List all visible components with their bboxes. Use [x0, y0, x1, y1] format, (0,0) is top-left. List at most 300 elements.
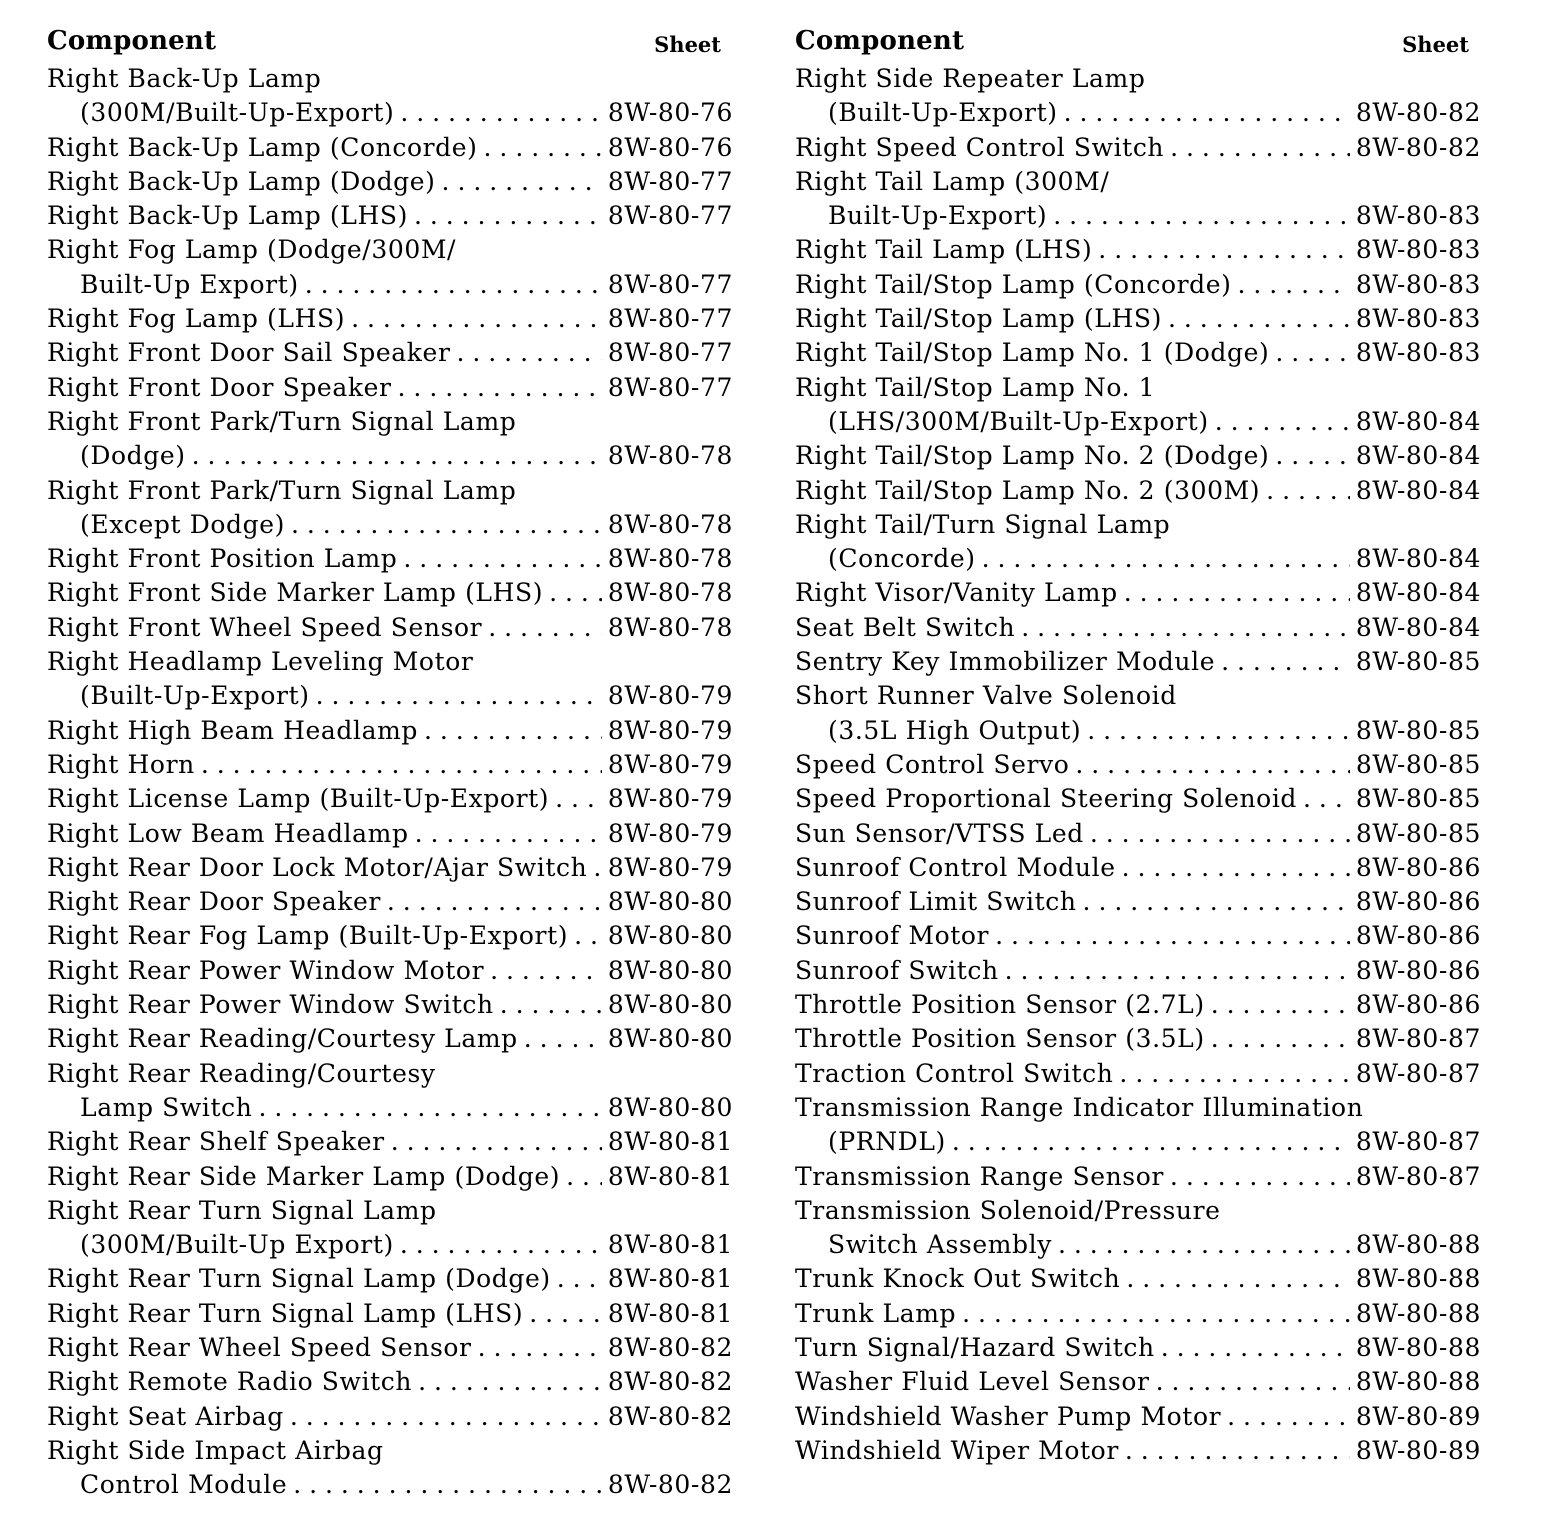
index-entry — [795, 748, 1481, 782]
index-entry — [795, 474, 1481, 508]
component-name: Control Module — [80, 1470, 288, 1500]
index-entry — [795, 1228, 1481, 1262]
dot-leader — [555, 782, 602, 816]
dot-leader — [566, 1160, 602, 1194]
component-heading: Component — [795, 26, 965, 56]
index-entry — [47, 679, 733, 713]
sheet-heading: Sheet — [1402, 32, 1469, 57]
index-entry — [795, 302, 1481, 336]
dot-leader — [1058, 1228, 1350, 1262]
sheet-number: 8W-80-86 — [1355, 955, 1481, 985]
dot-leader — [403, 542, 601, 576]
sheet-number: 8W-80-80 — [607, 990, 733, 1020]
sheet-number: 8W-80-78 — [607, 441, 733, 471]
dot-leader — [1211, 988, 1350, 1022]
component-name: Right Side Impact Airbag — [47, 1435, 384, 1465]
index-entry — [795, 782, 1481, 816]
component-name: Throttle Position Sensor (3.5L) — [795, 1024, 1205, 1054]
index-entry — [47, 1125, 733, 1159]
component-name: Built-Up Export) — [80, 269, 299, 299]
dot-leader — [1053, 199, 1350, 233]
dot-leader — [424, 714, 602, 748]
index-entry — [47, 1365, 733, 1399]
index-entry — [795, 1331, 1481, 1365]
sheet-number: 8W-80-80 — [607, 887, 733, 917]
dot-leader — [1075, 748, 1350, 782]
dot-leader — [1119, 1057, 1349, 1091]
dot-leader — [1005, 954, 1350, 988]
dot-leader — [290, 1400, 602, 1434]
sheet-number: 8W-80-88 — [1355, 1230, 1481, 1260]
component-name: (Dodge) — [80, 441, 186, 471]
component-name: Right Rear Turn Signal Lamp (LHS) — [47, 1298, 524, 1328]
dot-leader — [1124, 576, 1350, 610]
dot-leader — [982, 542, 1350, 576]
component-list — [795, 62, 1481, 1468]
index-entry — [47, 233, 733, 267]
component-name: Right Front Door Sail Speaker — [47, 338, 451, 368]
sheet-number: 8W-80-83 — [1355, 201, 1481, 231]
index-entry — [47, 96, 733, 130]
sheet-number: 8W-80-78 — [607, 509, 733, 539]
component-name: Right Tail Lamp (LHS) — [795, 235, 1093, 265]
index-entry — [47, 1434, 733, 1468]
component-name: Right Rear Side Marker Lamp (Dodge) — [47, 1161, 561, 1191]
component-name: Sentry Key Immobilizer Module — [795, 647, 1216, 677]
index-entry — [47, 714, 733, 748]
sheet-number: 8W-80-79 — [607, 749, 733, 779]
component-name: Trunk Lamp — [795, 1298, 957, 1328]
sheet-number: 8W-80-82 — [1355, 132, 1481, 162]
sheet-number: 8W-80-83 — [1355, 304, 1481, 334]
index-entry — [47, 645, 733, 679]
dot-leader — [488, 611, 602, 645]
dot-leader — [442, 165, 602, 199]
index-entry — [795, 1297, 1481, 1331]
sheet-number: 8W-80-77 — [607, 338, 733, 368]
sheet-number: 8W-80-87 — [1355, 1161, 1481, 1191]
component-name: Right Rear Reading/Courtesy Lamp — [47, 1024, 518, 1054]
index-entry — [795, 1057, 1481, 1091]
index-entry — [47, 371, 733, 405]
component-name: Transmission Range Indicator Illumination — [795, 1092, 1364, 1122]
index-entry — [47, 542, 733, 576]
dot-leader — [1064, 96, 1350, 130]
sheet-number: 8W-80-82 — [607, 1470, 733, 1500]
component-name: Right Rear Power Window Switch — [47, 990, 494, 1020]
sheet-number: 8W-80-82 — [607, 1401, 733, 1431]
component-name: Right Tail/Stop Lamp (Concorde) — [795, 269, 1232, 299]
index-entry — [795, 954, 1481, 988]
component-name: Windshield Washer Pump Motor — [795, 1401, 1222, 1431]
index-entry — [795, 1365, 1481, 1399]
index-entry — [47, 508, 733, 542]
index-entry — [795, 1160, 1481, 1194]
sheet-number: 8W-80-81 — [607, 1127, 733, 1157]
index-entry — [795, 1400, 1481, 1434]
sheet-number: 8W-80-78 — [607, 544, 733, 574]
dot-leader — [400, 1228, 602, 1262]
dot-leader — [1215, 405, 1350, 439]
index-entry — [795, 817, 1481, 851]
sheet-number: 8W-80-78 — [607, 578, 733, 608]
index-entry — [47, 576, 733, 610]
column-header — [47, 26, 733, 62]
dot-leader — [1168, 302, 1350, 336]
component-name: Transmission Range Sensor — [795, 1161, 1164, 1191]
component-name: (Concorde) — [828, 544, 976, 574]
index-entry — [795, 714, 1481, 748]
sheet-number: 8W-80-86 — [1355, 921, 1481, 951]
index-entry — [47, 474, 733, 508]
component-name: Right Rear Door Lock Motor/Ajar Switch — [47, 852, 588, 882]
sheet-number: 8W-80-80 — [607, 955, 733, 985]
dot-leader — [192, 439, 602, 473]
index-column-left — [47, 26, 733, 1502]
sheet-number: 8W-80-77 — [607, 372, 733, 402]
index-entry — [795, 576, 1481, 610]
index-entry — [47, 885, 733, 919]
sheet-number: 8W-80-86 — [1355, 887, 1481, 917]
component-name: Right License Lamp (Built-Up-Export) — [47, 784, 550, 814]
component-name: Right Tail/Stop Lamp No. 2 (300M) — [795, 475, 1261, 505]
index-entry — [47, 336, 733, 370]
component-name: Right Back-Up Lamp (Dodge) — [47, 166, 436, 196]
index-entry — [47, 851, 733, 885]
dot-leader — [524, 1022, 602, 1056]
component-name: (PRNDL) — [828, 1127, 946, 1157]
index-entry — [795, 919, 1481, 953]
sheet-number: 8W-80-79 — [607, 818, 733, 848]
dot-leader — [1126, 1262, 1350, 1296]
index-entry — [795, 645, 1481, 679]
sheet-number: 8W-80-77 — [607, 201, 733, 231]
sheet-number: 8W-80-82 — [607, 1367, 733, 1397]
index-entry — [47, 268, 733, 302]
component-name: Right Rear Fog Lamp (Built-Up-Export) — [47, 921, 569, 951]
index-entry — [47, 131, 733, 165]
dot-leader — [1221, 645, 1350, 679]
component-name: (Built-Up-Export) — [80, 681, 310, 711]
sheet-number: 8W-80-83 — [1355, 338, 1481, 368]
dot-leader — [457, 336, 602, 370]
dot-leader — [549, 576, 602, 610]
index-entry — [47, 165, 733, 199]
dot-leader — [1170, 1160, 1350, 1194]
dot-leader — [305, 268, 602, 302]
index-entry — [47, 1160, 733, 1194]
component-name: (3.5L High Output) — [828, 715, 1082, 745]
dot-leader — [291, 508, 602, 542]
index-column-right — [795, 26, 1481, 1468]
component-name: Throttle Position Sensor (2.7L) — [795, 990, 1205, 1020]
dot-leader — [557, 1262, 602, 1296]
component-name: Sunroof Motor — [795, 921, 990, 951]
index-entry — [47, 988, 733, 1022]
sheet-number: 8W-80-84 — [1355, 475, 1481, 505]
sheet-number: 8W-80-82 — [607, 1332, 733, 1362]
dot-leader — [1125, 1434, 1350, 1468]
index-entry — [47, 1228, 733, 1262]
component-name: (Except Dodge) — [80, 509, 285, 539]
index-entry — [795, 336, 1481, 370]
dot-leader — [387, 885, 602, 919]
dot-leader — [201, 748, 602, 782]
sheet-number: 8W-80-81 — [607, 1298, 733, 1328]
dot-leader — [1238, 268, 1350, 302]
sheet-number: 8W-80-85 — [1355, 715, 1481, 745]
index-entry — [795, 1091, 1481, 1125]
component-name: Turn Signal/Hazard Switch — [795, 1332, 1155, 1362]
component-name: Right Rear Door Speaker — [47, 887, 381, 917]
dot-leader — [1122, 851, 1350, 885]
sheet-number: 8W-80-76 — [607, 98, 733, 128]
sheet-number: 8W-80-85 — [1355, 784, 1481, 814]
index-entry — [47, 1194, 733, 1228]
index-entry — [47, 1022, 733, 1056]
index-entry — [47, 1297, 733, 1331]
index-entry — [47, 748, 733, 782]
dot-leader — [995, 919, 1350, 953]
index-entry — [47, 1262, 733, 1296]
index-entry — [47, 817, 733, 851]
dot-leader — [351, 302, 602, 336]
sheet-number: 8W-80-89 — [1355, 1401, 1481, 1431]
dot-leader — [293, 1468, 602, 1502]
dot-leader — [400, 96, 602, 130]
component-name: Right Front Wheel Speed Sensor — [47, 612, 483, 642]
component-name: Right Fog Lamp (LHS) — [47, 304, 346, 334]
index-entry — [47, 62, 733, 96]
component-name: Right Side Repeater Lamp — [795, 64, 1146, 93]
column-header — [795, 26, 1481, 62]
index-entry — [795, 1022, 1481, 1056]
index-entry — [795, 508, 1481, 542]
dot-leader — [316, 679, 602, 713]
dot-leader — [1227, 1400, 1350, 1434]
index-entry — [795, 268, 1481, 302]
index-entry — [47, 1400, 733, 1434]
sheet-number: 8W-80-79 — [607, 715, 733, 745]
index-entry — [795, 542, 1481, 576]
component-name: Right Tail/Stop Lamp (LHS) — [795, 304, 1162, 334]
index-entry — [795, 851, 1481, 885]
sheet-number: 8W-80-80 — [607, 1024, 733, 1054]
component-name: Right Remote Radio Switch — [47, 1367, 413, 1397]
index-entry — [47, 954, 733, 988]
dot-leader — [478, 1331, 602, 1365]
component-name: Right Tail/Stop Lamp No. 2 (Dodge) — [795, 441, 1270, 471]
index-entry — [47, 439, 733, 473]
dot-leader — [1266, 474, 1350, 508]
index-entry — [47, 1468, 733, 1502]
component-name: Right Seat Airbag — [47, 1401, 284, 1431]
dot-leader — [1275, 336, 1350, 370]
sheet-number: 8W-80-88 — [1355, 1367, 1481, 1397]
index-entry — [795, 233, 1481, 267]
component-name: Sunroof Limit Switch — [795, 887, 1077, 917]
sheet-number: 8W-80-84 — [1355, 406, 1481, 436]
index-entry — [795, 611, 1481, 645]
index-entry — [47, 199, 733, 233]
component-name: Right Rear Power Window Motor — [47, 955, 485, 985]
dot-leader — [1211, 1022, 1350, 1056]
sheet-number: 8W-80-81 — [607, 1264, 733, 1294]
component-name: Built-Up-Export) — [828, 201, 1048, 231]
component-name: Speed Control Servo — [795, 749, 1070, 779]
index-entry — [795, 131, 1481, 165]
index-entry — [795, 1125, 1481, 1159]
index-entry — [47, 1331, 733, 1365]
component-name: Right Headlamp Leveling Motor — [47, 647, 474, 677]
component-name: Right Tail/Turn Signal Lamp — [795, 509, 1171, 539]
index-entry — [47, 302, 733, 336]
sheet-number: 8W-80-77 — [607, 166, 733, 196]
component-name: (LHS/300M/Built-Up-Export) — [828, 406, 1209, 436]
component-name: Transmission Solenoid/Pressure — [795, 1195, 1221, 1225]
dot-leader — [593, 851, 602, 885]
index-entry — [795, 1262, 1481, 1296]
component-name: Sun Sensor/VTSS Led — [795, 818, 1084, 848]
dot-leader — [1021, 611, 1350, 645]
dot-leader — [484, 131, 602, 165]
sheet-number: 8W-80-78 — [607, 612, 733, 642]
dot-leader — [1087, 714, 1350, 748]
sheet-number: 8W-80-77 — [607, 304, 733, 334]
index-entry — [795, 165, 1481, 199]
index-entry — [795, 405, 1481, 439]
sheet-number: 8W-80-84 — [1355, 578, 1481, 608]
index-entry — [795, 679, 1481, 713]
component-name: Right Front Side Marker Lamp (LHS) — [47, 578, 544, 608]
sheet-number: 8W-80-83 — [1355, 235, 1481, 265]
index-entry — [795, 371, 1481, 405]
component-name: Right Rear Shelf Speaker — [47, 1127, 385, 1157]
index-entry — [47, 1091, 733, 1125]
sheet-number: 8W-80-82 — [1355, 98, 1481, 128]
dot-leader — [1303, 782, 1350, 816]
sheet-number: 8W-80-79 — [607, 784, 733, 814]
dot-leader — [391, 1125, 602, 1159]
index-entry — [795, 1194, 1481, 1228]
sheet-number: 8W-80-87 — [1355, 1127, 1481, 1157]
component-name: Sunroof Control Module — [795, 852, 1116, 882]
dot-leader — [1083, 885, 1350, 919]
component-name: Right Tail Lamp (300M/ — [795, 166, 1110, 196]
component-heading: Component — [47, 26, 217, 56]
index-entry — [47, 611, 733, 645]
index-entry — [47, 405, 733, 439]
dot-leader — [500, 988, 602, 1022]
component-name: Seat Belt Switch — [795, 612, 1016, 642]
component-name: Right Rear Reading/Courtesy — [47, 1058, 436, 1088]
component-list — [47, 62, 733, 1502]
index-entry — [47, 1057, 733, 1091]
component-name: Right Rear Turn Signal Lamp — [47, 1195, 437, 1225]
component-name: Short Runner Valve Solenoid — [795, 681, 1177, 711]
sheet-number: 8W-80-84 — [1355, 612, 1481, 642]
dot-leader — [1170, 131, 1350, 165]
sheet-number: 8W-80-84 — [1355, 544, 1481, 574]
index-entry — [47, 919, 733, 953]
component-name: Right Front Park/Turn Signal Lamp — [47, 406, 517, 436]
component-name: Right Speed Control Switch — [795, 132, 1165, 162]
sheet-number: 8W-80-81 — [607, 1230, 733, 1260]
index-entry — [795, 988, 1481, 1022]
index-entry — [795, 439, 1481, 473]
sheet-number: 8W-80-83 — [1355, 269, 1481, 299]
component-name: Right High Beam Headlamp — [47, 715, 419, 745]
component-name: Right Rear Turn Signal Lamp (Dodge) — [47, 1264, 551, 1294]
dot-leader — [952, 1125, 1350, 1159]
dot-leader — [418, 1365, 602, 1399]
sheet-heading: Sheet — [654, 32, 721, 57]
component-name: Right Front Position Lamp — [47, 544, 398, 574]
sheet-number: 8W-80-87 — [1355, 1024, 1481, 1054]
dot-leader — [1090, 817, 1350, 851]
dot-leader — [1275, 439, 1350, 473]
component-name: Switch Assembly — [828, 1230, 1052, 1260]
dot-leader — [414, 199, 602, 233]
dot-leader — [490, 954, 602, 988]
sheet-number: 8W-80-81 — [607, 1161, 733, 1191]
component-name: Right Back-Up Lamp (Concorde) — [47, 132, 478, 162]
sheet-number: 8W-80-89 — [1355, 1435, 1481, 1465]
sheet-number: 8W-80-80 — [607, 1092, 733, 1122]
dot-leader — [398, 371, 602, 405]
sheet-number: 8W-80-79 — [607, 681, 733, 711]
index-entry — [795, 885, 1481, 919]
component-name: (Built-Up-Export) — [828, 98, 1058, 128]
component-name: Right Horn — [47, 749, 195, 779]
component-name: Right Low Beam Headlamp — [47, 818, 409, 848]
sheet-number: 8W-80-85 — [1355, 647, 1481, 677]
dot-leader — [529, 1297, 602, 1331]
sheet-number: 8W-80-79 — [607, 852, 733, 882]
sheet-number: 8W-80-87 — [1355, 1058, 1481, 1088]
sheet-number: 8W-80-85 — [1355, 749, 1481, 779]
index-entry — [795, 62, 1481, 96]
sheet-number: 8W-80-88 — [1355, 1264, 1481, 1294]
sheet-number: 8W-80-86 — [1355, 852, 1481, 882]
component-name: Right Front Park/Turn Signal Lamp — [47, 475, 517, 505]
component-name: Right Fog Lamp (Dodge/300M/ — [47, 235, 457, 265]
dot-leader — [962, 1297, 1350, 1331]
dot-leader — [574, 919, 602, 953]
component-name: Windshield Wiper Motor — [795, 1435, 1119, 1465]
dot-leader — [258, 1091, 601, 1125]
sheet-number: 8W-80-86 — [1355, 990, 1481, 1020]
component-name: Speed Proportional Steering Solenoid — [795, 784, 1298, 814]
component-name: Right Visor/Vanity Lamp — [795, 578, 1118, 608]
component-name: Traction Control Switch — [795, 1058, 1114, 1088]
component-name: Right Tail/Stop Lamp No. 1 — [795, 372, 1156, 402]
component-name: Washer Fluid Level Sensor — [795, 1367, 1150, 1397]
component-name: Right Front Door Speaker — [47, 372, 392, 402]
index-entry — [795, 96, 1481, 130]
sheet-number: 8W-80-80 — [607, 921, 733, 951]
component-name: Sunroof Switch — [795, 955, 999, 985]
component-name: Right Rear Wheel Speed Sensor — [47, 1332, 472, 1362]
sheet-number: 8W-80-77 — [607, 269, 733, 299]
index-entry — [47, 782, 733, 816]
index-entry — [795, 199, 1481, 233]
dot-leader — [1156, 1365, 1350, 1399]
component-name: Lamp Switch — [80, 1092, 253, 1122]
sheet-number: 8W-80-84 — [1355, 441, 1481, 471]
component-name: Trunk Knock Out Switch — [795, 1264, 1121, 1294]
component-name: Right Back-Up Lamp — [47, 64, 322, 93]
